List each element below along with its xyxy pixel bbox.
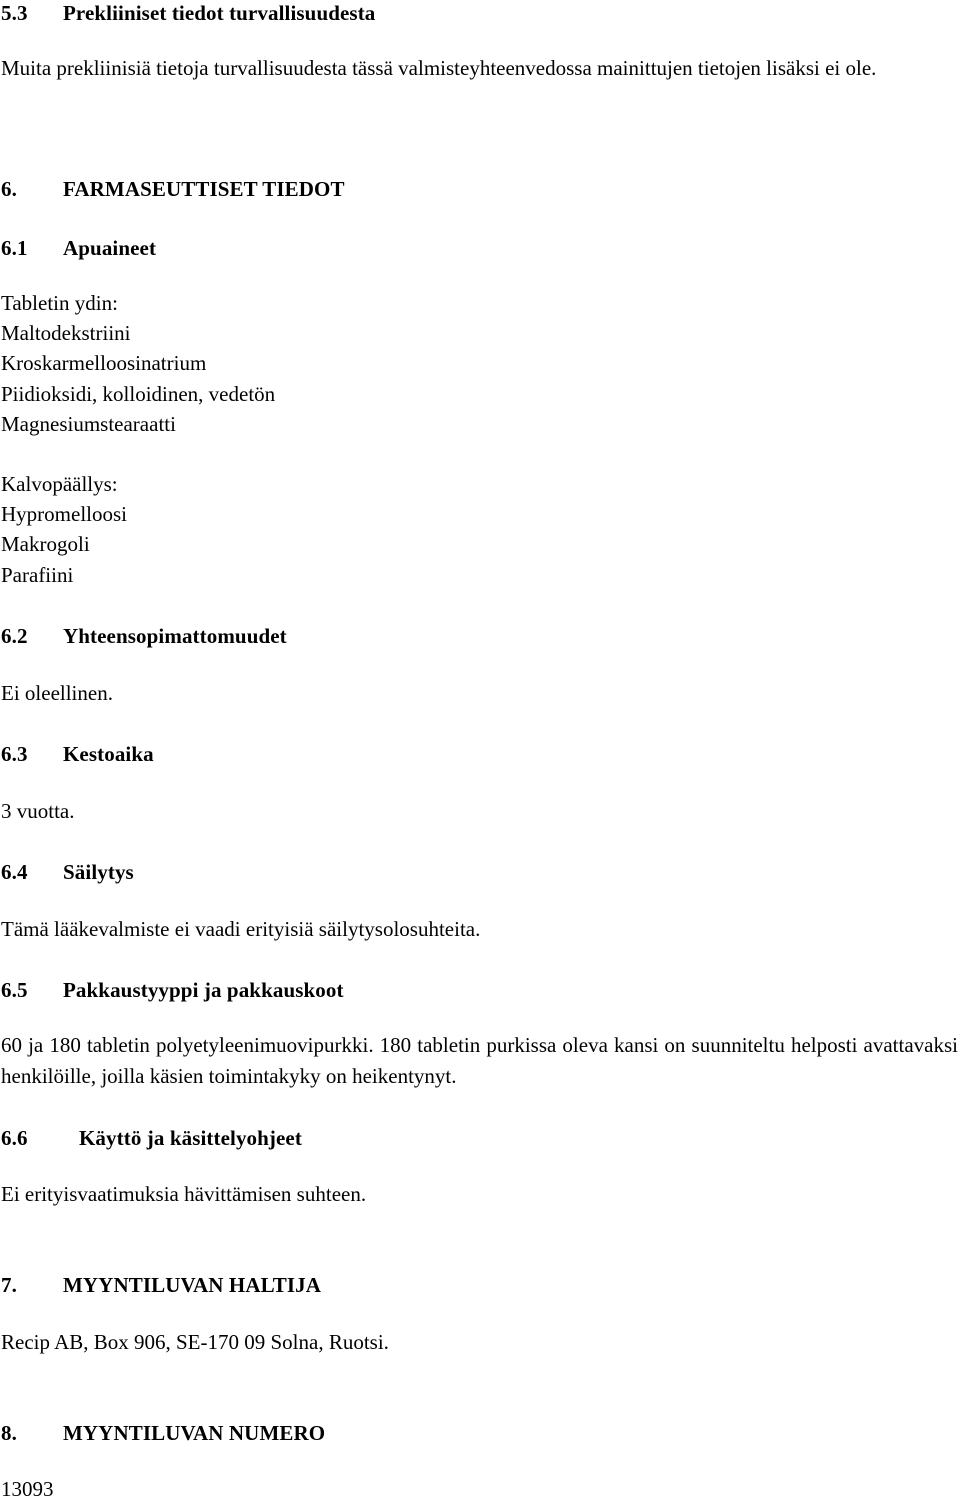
section-6-1-heading <box>1 235 156 261</box>
list-item: Parafiini <box>1 563 74 587</box>
section-number: 6.2 <box>1 624 28 648</box>
section-title: Yhteensopimattomuudet <box>63 624 287 648</box>
list-item: Makrogoli <box>1 532 90 556</box>
coating-label: Kalvopäällys: <box>1 472 118 496</box>
section-number: 6.3 <box>1 742 28 766</box>
section-title: Kestoaika <box>63 742 154 766</box>
section-6-5-heading <box>1 977 344 1003</box>
list-item: Kroskarmelloosinatrium <box>1 351 207 375</box>
section-title: FARMASEUTTISET TIEDOT <box>63 177 345 201</box>
section-6-2-heading <box>1 623 287 649</box>
section-5-3-heading <box>1 0 375 26</box>
list-item: Hypromelloosi <box>1 502 127 526</box>
section-6-4-heading <box>1 859 134 885</box>
section-title: MYYNTILUVAN HALTIJA <box>63 1273 322 1297</box>
section-number: 7. <box>1 1273 17 1297</box>
section-number: 6.5 <box>1 978 28 1002</box>
section-6-4-body: Tämä lääkevalmiste ei vaadi erityisiä säilytysolosuhteita. <box>1 917 481 941</box>
section-number: 8. <box>1 1421 17 1445</box>
section-8-body: 13093 <box>1 1477 54 1501</box>
section-6-6-body: Ei erityisvaatimuksia hävittämisen suhteen. <box>1 1182 367 1206</box>
section-number: 6.1 <box>1 236 28 260</box>
section-title: Apuaineet <box>63 236 157 260</box>
section-6-3-heading <box>1 741 154 767</box>
list-item: Maltodekstriini <box>1 321 131 345</box>
list-item: Magnesiumstearaatti <box>1 412 176 436</box>
section-title: Säilytys <box>63 860 134 884</box>
core-label: Tabletin ydin: <box>1 291 118 315</box>
section-6-6-heading <box>1 1125 302 1151</box>
section-5-3-body: Muita prekliinisiä tietoja turvallisuudesta tässä valmisteyhteenvedossa mainittujen tietojen lisäksi ei ole. <box>1 56 877 80</box>
section-6-2-body: Ei oleellinen. <box>1 681 113 705</box>
section-number: 5.3 <box>1 1 28 25</box>
section-title: Käyttö ja käsittelyohjeet <box>79 1126 302 1150</box>
section-7-heading <box>1 1272 321 1298</box>
section-number: 6.6 <box>1 1126 28 1150</box>
section-6-5-body: 60 ja 180 tabletin polyetyleenimuovipurkki. 180 tabletin purkissa oleva kansi on suunniteltu helposti avattavaksi henkilöille, joilla käsien toimintakyky on heikentynyt. <box>1 1033 958 1088</box>
list-item: Piidioksidi, kolloidinen, vedetön <box>1 382 276 406</box>
section-7-body: Recip AB, Box 906, SE-170 09 Solna, Ruotsi. <box>1 1330 389 1354</box>
section-number: 6. <box>1 177 17 201</box>
section-title: MYYNTILUVAN NUMERO <box>63 1421 326 1445</box>
section-6-3-body: 3 vuotta. <box>1 799 75 823</box>
section-title: Pakkaustyyppi ja pakkauskoot <box>63 978 344 1002</box>
section-8-heading <box>1 1420 325 1446</box>
section-number: 6.4 <box>1 860 28 884</box>
section-title: Prekliiniset tiedot turvallisuudesta <box>63 1 376 25</box>
section-6-heading <box>1 176 345 202</box>
